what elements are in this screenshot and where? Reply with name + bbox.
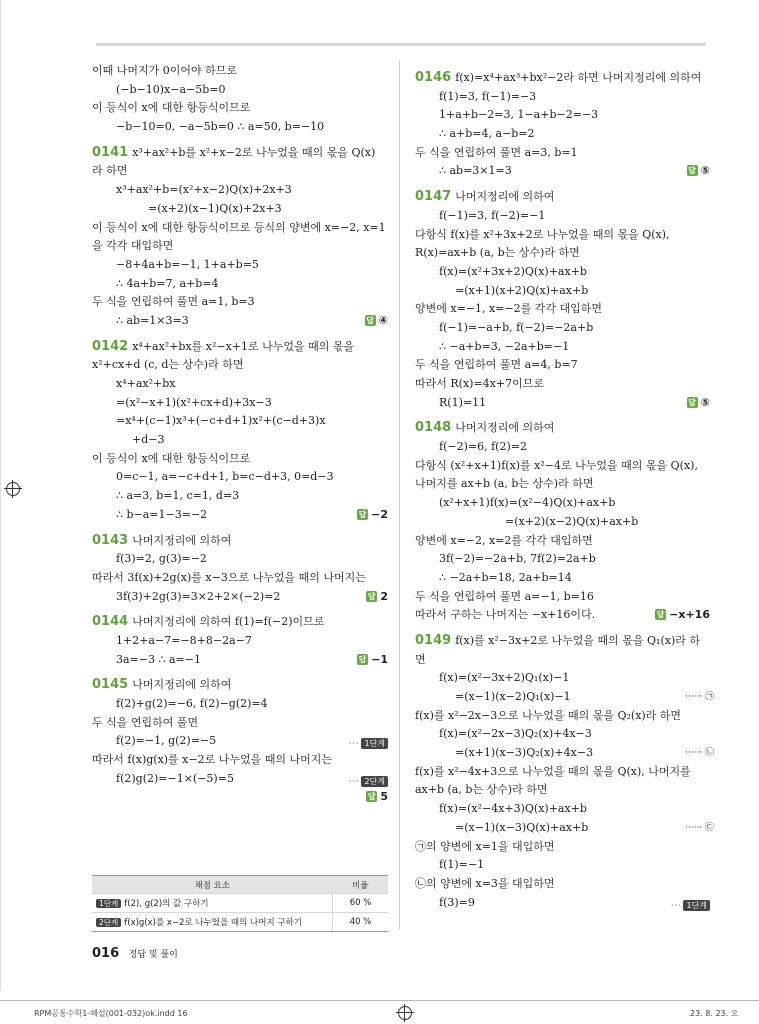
line-text: =(x+2)(x−2)Q(x)+ax+b — [505, 514, 639, 528]
line-text: R(x)=ax+b (a, b는 상수)라 하면 — [415, 246, 580, 260]
line-text: 두 식을 연립하여 풀면 a=4, b=7 — [415, 358, 578, 372]
line-text: f(x)를 x²−2x−3으로 나누었을 때의 몫을 Q₂(x)라 하면 — [415, 708, 682, 722]
answer-value: ⑤ — [700, 395, 710, 409]
line-text: =(x−1)(x−3)Q(x)+ax+b — [455, 820, 589, 834]
solution-line — [92, 569, 388, 588]
solution-line — [92, 219, 388, 238]
line-text: f(2)=−1, g(2)=−5 — [116, 734, 217, 748]
answer-value: −1 — [371, 652, 388, 666]
line-text: =(x+2)(x−1)Q(x)+2x+3 — [148, 201, 282, 215]
line-text: f(x)=(x²−4x+3)Q(x)+ax+b — [439, 802, 587, 816]
line-text: 이때 나머지가 0이어야 하므로 — [92, 64, 237, 77]
footer-title: 정답 및 풀이 — [128, 950, 178, 960]
problem-heading — [415, 69, 710, 88]
solution-line — [415, 707, 710, 726]
answer-badge — [366, 588, 388, 607]
line-text: 면 — [415, 652, 426, 666]
answer-value: −x+16 — [669, 608, 710, 622]
line-text: 나머지정리에 의하여 — [132, 678, 232, 692]
solution-line — [415, 300, 710, 319]
solution-line — [92, 412, 388, 431]
solution-line — [415, 319, 710, 338]
problem-number: 0146 — [415, 70, 452, 85]
line-text: x³+ax²+b를 x²+x−2로 나누었을 때의 몫을 Q(x) — [132, 145, 376, 159]
solution-line — [92, 256, 388, 275]
solution-line — [415, 550, 710, 569]
solution-line — [415, 394, 710, 413]
grading-item — [92, 894, 333, 913]
solution-line — [92, 312, 388, 331]
answer-icon: 답 — [358, 654, 367, 664]
line-text: ∴ ab=1×3=3 — [116, 313, 189, 327]
solution-line — [92, 431, 388, 450]
grading-header-item: 채점 요소 — [92, 876, 333, 894]
solution-line — [92, 714, 388, 733]
right-column — [415, 62, 715, 912]
solution-line — [92, 237, 388, 256]
step-tag: 1단계 — [96, 899, 121, 908]
solution-line — [415, 532, 710, 551]
answer-icon: 답 — [656, 610, 665, 620]
grading-ratio: 40 % — [333, 913, 389, 932]
line-text: 라 하면 — [92, 164, 128, 178]
solution-line — [415, 569, 710, 588]
answer-badge — [687, 394, 710, 413]
line-text: ㉠의 양변에 x=1을 대입하면 — [415, 839, 555, 853]
line-text: f(−2)=6, f(2)=2 — [439, 440, 527, 454]
line-text: f(2)+g(2)=−6, f(2)−g(2)=4 — [116, 697, 268, 710]
solution-line — [92, 751, 388, 770]
solution-line — [92, 732, 388, 751]
step-tag: 2단계 — [96, 918, 121, 927]
problem-heading — [415, 632, 710, 651]
solution-line — [415, 894, 710, 913]
solution-line — [92, 99, 388, 118]
line-text: 양변에 x=−2, x=2를 각각 대입하면 — [415, 533, 593, 547]
problem-number: 0145 — [92, 677, 129, 693]
answer-icon: 답 — [367, 591, 376, 601]
solution-line — [92, 181, 388, 200]
answer-value: 5 — [380, 790, 388, 804]
solution-line — [415, 244, 710, 263]
line-text: f(3)=9 — [439, 895, 475, 909]
left-column — [92, 62, 388, 807]
solution-line — [92, 394, 388, 413]
solution-line — [92, 770, 388, 789]
line-text: 따라서 R(x)=4x+7이므로 — [415, 377, 544, 390]
slug-date: 23. 8. 23. 오 — [690, 1009, 739, 1018]
grading-text: f(2), g(2)의 값 구하기 — [124, 899, 209, 909]
line-text: x⁴+ax²+bx — [116, 377, 176, 390]
line-text: f(−1)=3, f(−2)=−1 — [439, 208, 546, 222]
line-text: =(x−1)(x−2)Q₁(x)−1 — [455, 690, 571, 703]
grading-ratio: 60 % — [333, 894, 389, 913]
line-text: f(x)=x⁴+ax³+bx²−2라 하면 나머지정리에 의하여 — [455, 71, 702, 84]
page-footer — [92, 946, 178, 961]
line-text: 두 식을 연립하여 풀면 a=3, b=1 — [415, 145, 578, 159]
line-text: 3a=−3 ∴ a=−1 — [116, 652, 201, 666]
line-text: f(x)를 x²−3x+2로 나누었을 때의 몫을 Q₁(x)라 하 — [455, 633, 700, 647]
line-text: 이 등식이 x에 대한 항등식이므로 등식의 양변에 x=−2, x=1 — [92, 220, 386, 234]
line-text: 나머지정리에 의하여 — [455, 421, 555, 435]
problem-number: 0143 — [92, 532, 129, 548]
line-text: 두 식을 연립하여 풀면 — [92, 715, 199, 729]
solution-line — [92, 356, 388, 375]
line-text: 을 각각 대입하면 — [92, 239, 174, 253]
line-text: 따라서 f(x)g(x)를 x−2로 나누었을 때의 나머지는 — [92, 753, 332, 767]
solution-line — [415, 781, 710, 800]
line-text: ∴ a=3, b=1, c=1, d=3 — [116, 489, 240, 503]
page-number: 016 — [92, 946, 120, 961]
step-label: 1단계 — [683, 900, 710, 911]
solution-line — [415, 144, 710, 163]
problem-number: 0144 — [92, 614, 129, 630]
step-marker: ··· 1단계 — [349, 735, 388, 754]
line-text: =(x+1)(x+2)Q(x)+ax+b — [455, 283, 589, 297]
solution-line — [415, 356, 710, 375]
line-text: (x²+x+1)f(x)=(x²−4)Q(x)+ax+b — [439, 496, 616, 510]
solution-line — [415, 375, 710, 394]
line-text: 이 등식이 x에 대한 항등식이므로 — [92, 451, 251, 465]
solution-line — [92, 118, 388, 137]
solution-line — [92, 162, 388, 181]
answer-icon: 답 — [358, 509, 367, 519]
solution-line — [415, 263, 710, 282]
solution-line — [415, 838, 710, 857]
line-text: f(1)=3, f(−1)=−3 — [439, 89, 537, 103]
solution-line — [92, 550, 388, 569]
line-text: f(x)=(x²−3x+2)Q₁(x)−1 — [439, 671, 570, 685]
line-text: 이 등식이 x에 대한 항등식이므로 — [92, 101, 251, 115]
solution-line — [415, 106, 710, 125]
problem-heading — [92, 613, 388, 632]
line-text: ∴ a+b=4, a−b=2 — [439, 127, 535, 141]
line-text: R(1)=11 — [439, 395, 487, 409]
top-rule — [96, 43, 706, 46]
problem-heading — [92, 338, 388, 357]
line-text: f(x)를 x²−4x+3으로 나누었을 때의 몫을 Q(x), 나머지를 — [415, 764, 691, 778]
line-text: f(2)g(2)=−1×(−5)=5 — [116, 771, 234, 785]
answer-badge — [655, 606, 710, 625]
line-text: ∴ ab=3×1=3 — [439, 164, 512, 178]
solution-line — [92, 788, 388, 807]
slug-filename: RPM공통수학1-해설(001-032)ok.indd 16 — [34, 1009, 188, 1018]
solution-line — [415, 457, 710, 476]
answer-value: ④ — [378, 313, 388, 327]
step-label: 1단계 — [361, 738, 388, 749]
step-marker: ··· 1단계 — [671, 897, 710, 916]
solution-line — [415, 819, 715, 838]
solution-line — [415, 651, 710, 670]
line-text: 1+a+b−2=3, 1−a+b−2=−3 — [439, 108, 599, 122]
line-text: 나머지를 ax+b (a, b는 상수)라 하면 — [415, 477, 594, 491]
solution-line — [415, 763, 710, 782]
problem-heading — [415, 419, 710, 438]
grading-item — [92, 913, 333, 932]
line-text: ∴ b−a=1−3=−2 — [116, 507, 208, 521]
answer-badge — [687, 162, 710, 181]
line-text: 3f(3)+2g(3)=3×2+2×(−2)=2 — [116, 589, 281, 603]
solution-line — [415, 606, 710, 625]
line-text: 나머지정리에 의하여 f(1)=f(−2)이므로 — [132, 615, 325, 629]
problem-number: 0147 — [415, 189, 452, 205]
line-text: ∴ 4a+b=7, a+b=4 — [116, 276, 219, 290]
line-text: +d−3 — [132, 433, 165, 447]
line-text: ∴ −2a+b=18, 2a+b=14 — [439, 570, 572, 584]
equation-marker: ······ ㉢ — [685, 822, 715, 833]
solution-line — [415, 513, 710, 532]
equation-marker: ······ ㉡ — [685, 748, 715, 759]
solution-line — [415, 494, 710, 513]
slug-rule — [0, 1000, 759, 1001]
answer-badge — [365, 312, 388, 331]
grading-text: f(x)g(x)를 x−2로 나누었을 때의 나머지 구하기 — [124, 918, 303, 928]
line-text: ㉡의 양변에 x=3을 대입하면 — [415, 876, 555, 890]
line-text: f(3)=2, g(3)=−2 — [116, 552, 207, 566]
solution-line — [92, 506, 388, 525]
solution-line — [92, 487, 388, 506]
solution-line — [415, 338, 710, 357]
line-text: ∴ −a+b=3, −2a+b=−1 — [439, 339, 570, 353]
solution-line — [415, 856, 710, 875]
line-text: 나머지정리에 의하여 — [455, 190, 555, 204]
line-text: 두 식을 연립하여 풀면 a=−1, b=16 — [415, 589, 594, 603]
line-text: x²+cx+d (c, d는 상수)라 하면 — [92, 358, 244, 372]
solution-line — [415, 475, 710, 494]
line-text: f(1)=−1 — [439, 858, 485, 872]
solution-line — [92, 375, 388, 394]
table-row — [92, 894, 388, 913]
answer-icon: 답 — [366, 315, 375, 325]
answer-icon: 답 — [688, 397, 697, 407]
answer-value: −2 — [371, 507, 388, 521]
solution-line — [415, 282, 710, 301]
line-text: 3f(−2)=−2a+b, 7f(2)=2a+b — [439, 552, 596, 566]
problem-number: 0141 — [92, 144, 129, 160]
line-text: 1+2+a−7=−8+8−2a−7 — [116, 633, 252, 647]
line-text: −8+4a+b=−1, 1+a+b=5 — [116, 257, 259, 271]
solution-line — [415, 207, 710, 226]
answer-badge — [357, 506, 388, 525]
answer-value: 2 — [380, 589, 388, 603]
trim-line — [0, 0, 1, 990]
solution-line — [415, 438, 710, 457]
solution-line — [92, 588, 388, 607]
solution-line — [415, 744, 715, 763]
answer-icon: 답 — [367, 792, 376, 802]
line-text: =(x+1)(x−3)Q₂(x)+4x−3 — [455, 746, 594, 760]
grading-header-row — [92, 876, 388, 894]
solution-line — [415, 88, 710, 107]
solution-line — [92, 275, 388, 294]
solution-line — [415, 875, 710, 894]
line-text: f(x)=(x²+3x+2)Q(x)+ax+b — [439, 264, 587, 278]
line-text: 나머지정리에 의하여 — [132, 533, 232, 547]
line-text: (−b−10)x−a−5b=0 — [116, 82, 226, 96]
answer-badge — [357, 651, 388, 670]
table-row — [92, 913, 388, 932]
line-text: 두 식을 연립하여 풀면 a=1, b=3 — [92, 295, 255, 309]
solution-line — [415, 588, 710, 607]
line-text: x³+ax²+b=(x²+x−2)Q(x)+2x+3 — [116, 183, 292, 197]
line-text: =x⁴+(c−1)x³+(−c+d+1)x²+(c−d+3)x — [116, 414, 326, 428]
solution-line — [92, 468, 388, 487]
grading-header-ratio: 비율 — [333, 876, 389, 894]
line-text: −b−10=0, −a−5b=0 ∴ a=50, b=−10 — [116, 120, 325, 134]
solution-line — [415, 688, 715, 707]
step-label: 2단계 — [361, 776, 388, 787]
line-text: 다항식 (x²+x+1)f(x)를 x²−4로 나누었을 때의 몫을 Q(x), — [415, 458, 698, 472]
solution-line — [415, 162, 710, 181]
line-text: ax+b (a, b는 상수)라 하면 — [415, 783, 548, 797]
solution-line — [92, 632, 388, 651]
solution-line — [92, 651, 388, 670]
solution-line — [415, 669, 710, 688]
problem-number: 0142 — [92, 338, 129, 354]
answer-badge — [366, 788, 388, 807]
answer-value: ⑤ — [700, 164, 710, 178]
line-text: 다항식 f(x)를 x²+3x+2로 나누었을 때의 몫을 Q(x), — [415, 227, 670, 241]
line-text: 따라서 3f(x)+2g(x)를 x−3으로 나누었을 때의 나머지는 — [92, 570, 366, 584]
problem-number: 0148 — [415, 420, 452, 436]
solution-line — [92, 200, 388, 219]
solution-line — [92, 450, 388, 469]
registration-mark-icon — [6, 482, 20, 496]
line-text: 0=c−1, a=−c+d+1, b=c−d+3, 0=d−3 — [116, 470, 334, 484]
solution-line — [92, 62, 388, 81]
solution-line — [92, 695, 388, 714]
solution-line — [92, 81, 388, 100]
line-text: 따라서 구하는 나머지는 −x+16이다. — [415, 608, 596, 622]
grading-table — [92, 875, 388, 932]
line-text: f(x)=(x²−2x−3)Q₂(x)+4x−3 — [439, 727, 592, 741]
line-text: f(−1)=−a+b, f(−2)=−2a+b — [439, 320, 594, 334]
problem-heading — [415, 188, 710, 207]
problem-heading — [92, 532, 388, 551]
equation-marker: ······ ㉠ — [685, 692, 715, 702]
step-marker: ··· 2단계 — [349, 773, 388, 792]
registration-mark-icon — [398, 1006, 412, 1020]
solution-line — [415, 800, 710, 819]
answer-icon: 답 — [688, 166, 697, 176]
solution-line — [92, 293, 388, 312]
solution-line — [415, 725, 710, 744]
line-text: 양변에 x=−1, x=−2를 각각 대입하면 — [415, 302, 603, 316]
solution-line — [415, 226, 710, 245]
solution-line — [415, 125, 710, 144]
line-text: =(x²−x+1)(x²+cx+d)+3x−3 — [116, 395, 272, 409]
problem-heading — [92, 676, 388, 695]
column-divider — [399, 60, 400, 930]
problem-heading — [92, 144, 388, 163]
problem-number: 0149 — [415, 632, 452, 648]
line-text: x⁴+ax²+bx를 x²−x+1로 나누었을 때의 몫을 — [132, 339, 355, 353]
